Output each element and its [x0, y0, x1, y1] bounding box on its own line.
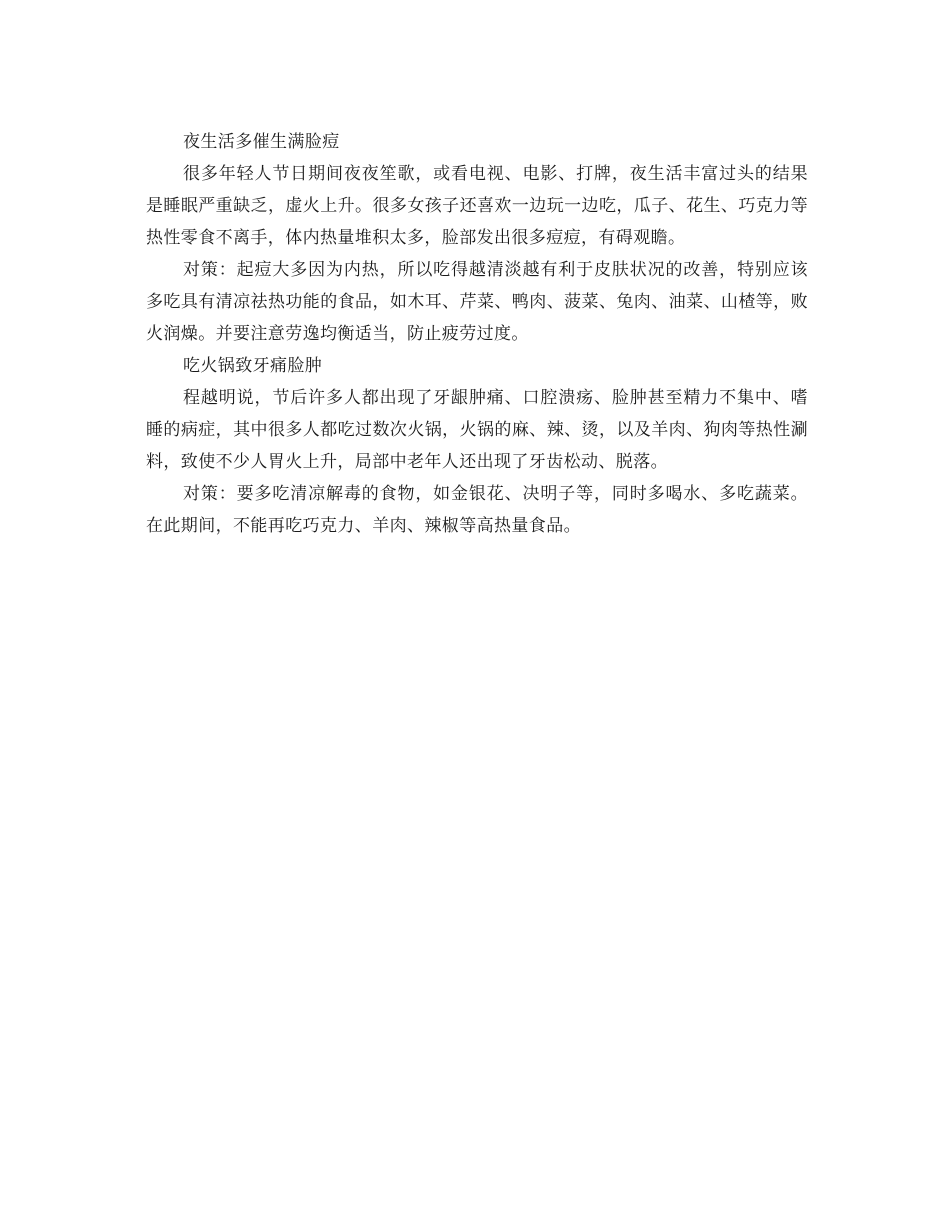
section-advice: 对策：起痘大多因为内热，所以吃得越清淡越有利于皮肤状况的改善，特别应该多吃具有清凉祛热功能的食品，如木耳、芹菜、鸭肉、菠菜、兔肉、油菜、山楂等，败火润燥。并要注意劳逸均衡适当，防止疲劳过度。 [146, 260, 808, 344]
section-body: 很多年轻人节日期间夜夜笙歌，或看电视、电影、打牌，夜生活丰富过头的结果是睡眠严重缺乏，虚火上升。很多女孩子还喜欢一边玩一边吃，瓜子、花生、巧克力等热性零食不离手，体内热量堆积太多，脸部发出很多痘痘，有碍观瞻。 [146, 164, 808, 248]
section-heading: 夜生活多催生满脸痘 [183, 132, 340, 152]
section-heading: 吃火锅致牙痛脸肿 [183, 356, 323, 376]
section-body: 程越明说，节后许多人都出现了牙龈肿痛、口腔溃疡、脸肿甚至精力不集中、嗜睡的病症，其中很多人都吃过数次火锅，火锅的麻、辣、烫，以及羊肉、狗肉等热性涮料，致使不少人胃火上升，局部中老年人还出现了牙齿松动、脱落。 [146, 388, 808, 472]
document-content [146, 126, 808, 542]
section-advice: 对策：要多吃清凉解毒的食物，如金银花、决明子等，同时多喝水、多吃蔬菜。在此期间，不能再吃巧克力、羊肉、辣椒等高热量食品。 [146, 484, 808, 536]
